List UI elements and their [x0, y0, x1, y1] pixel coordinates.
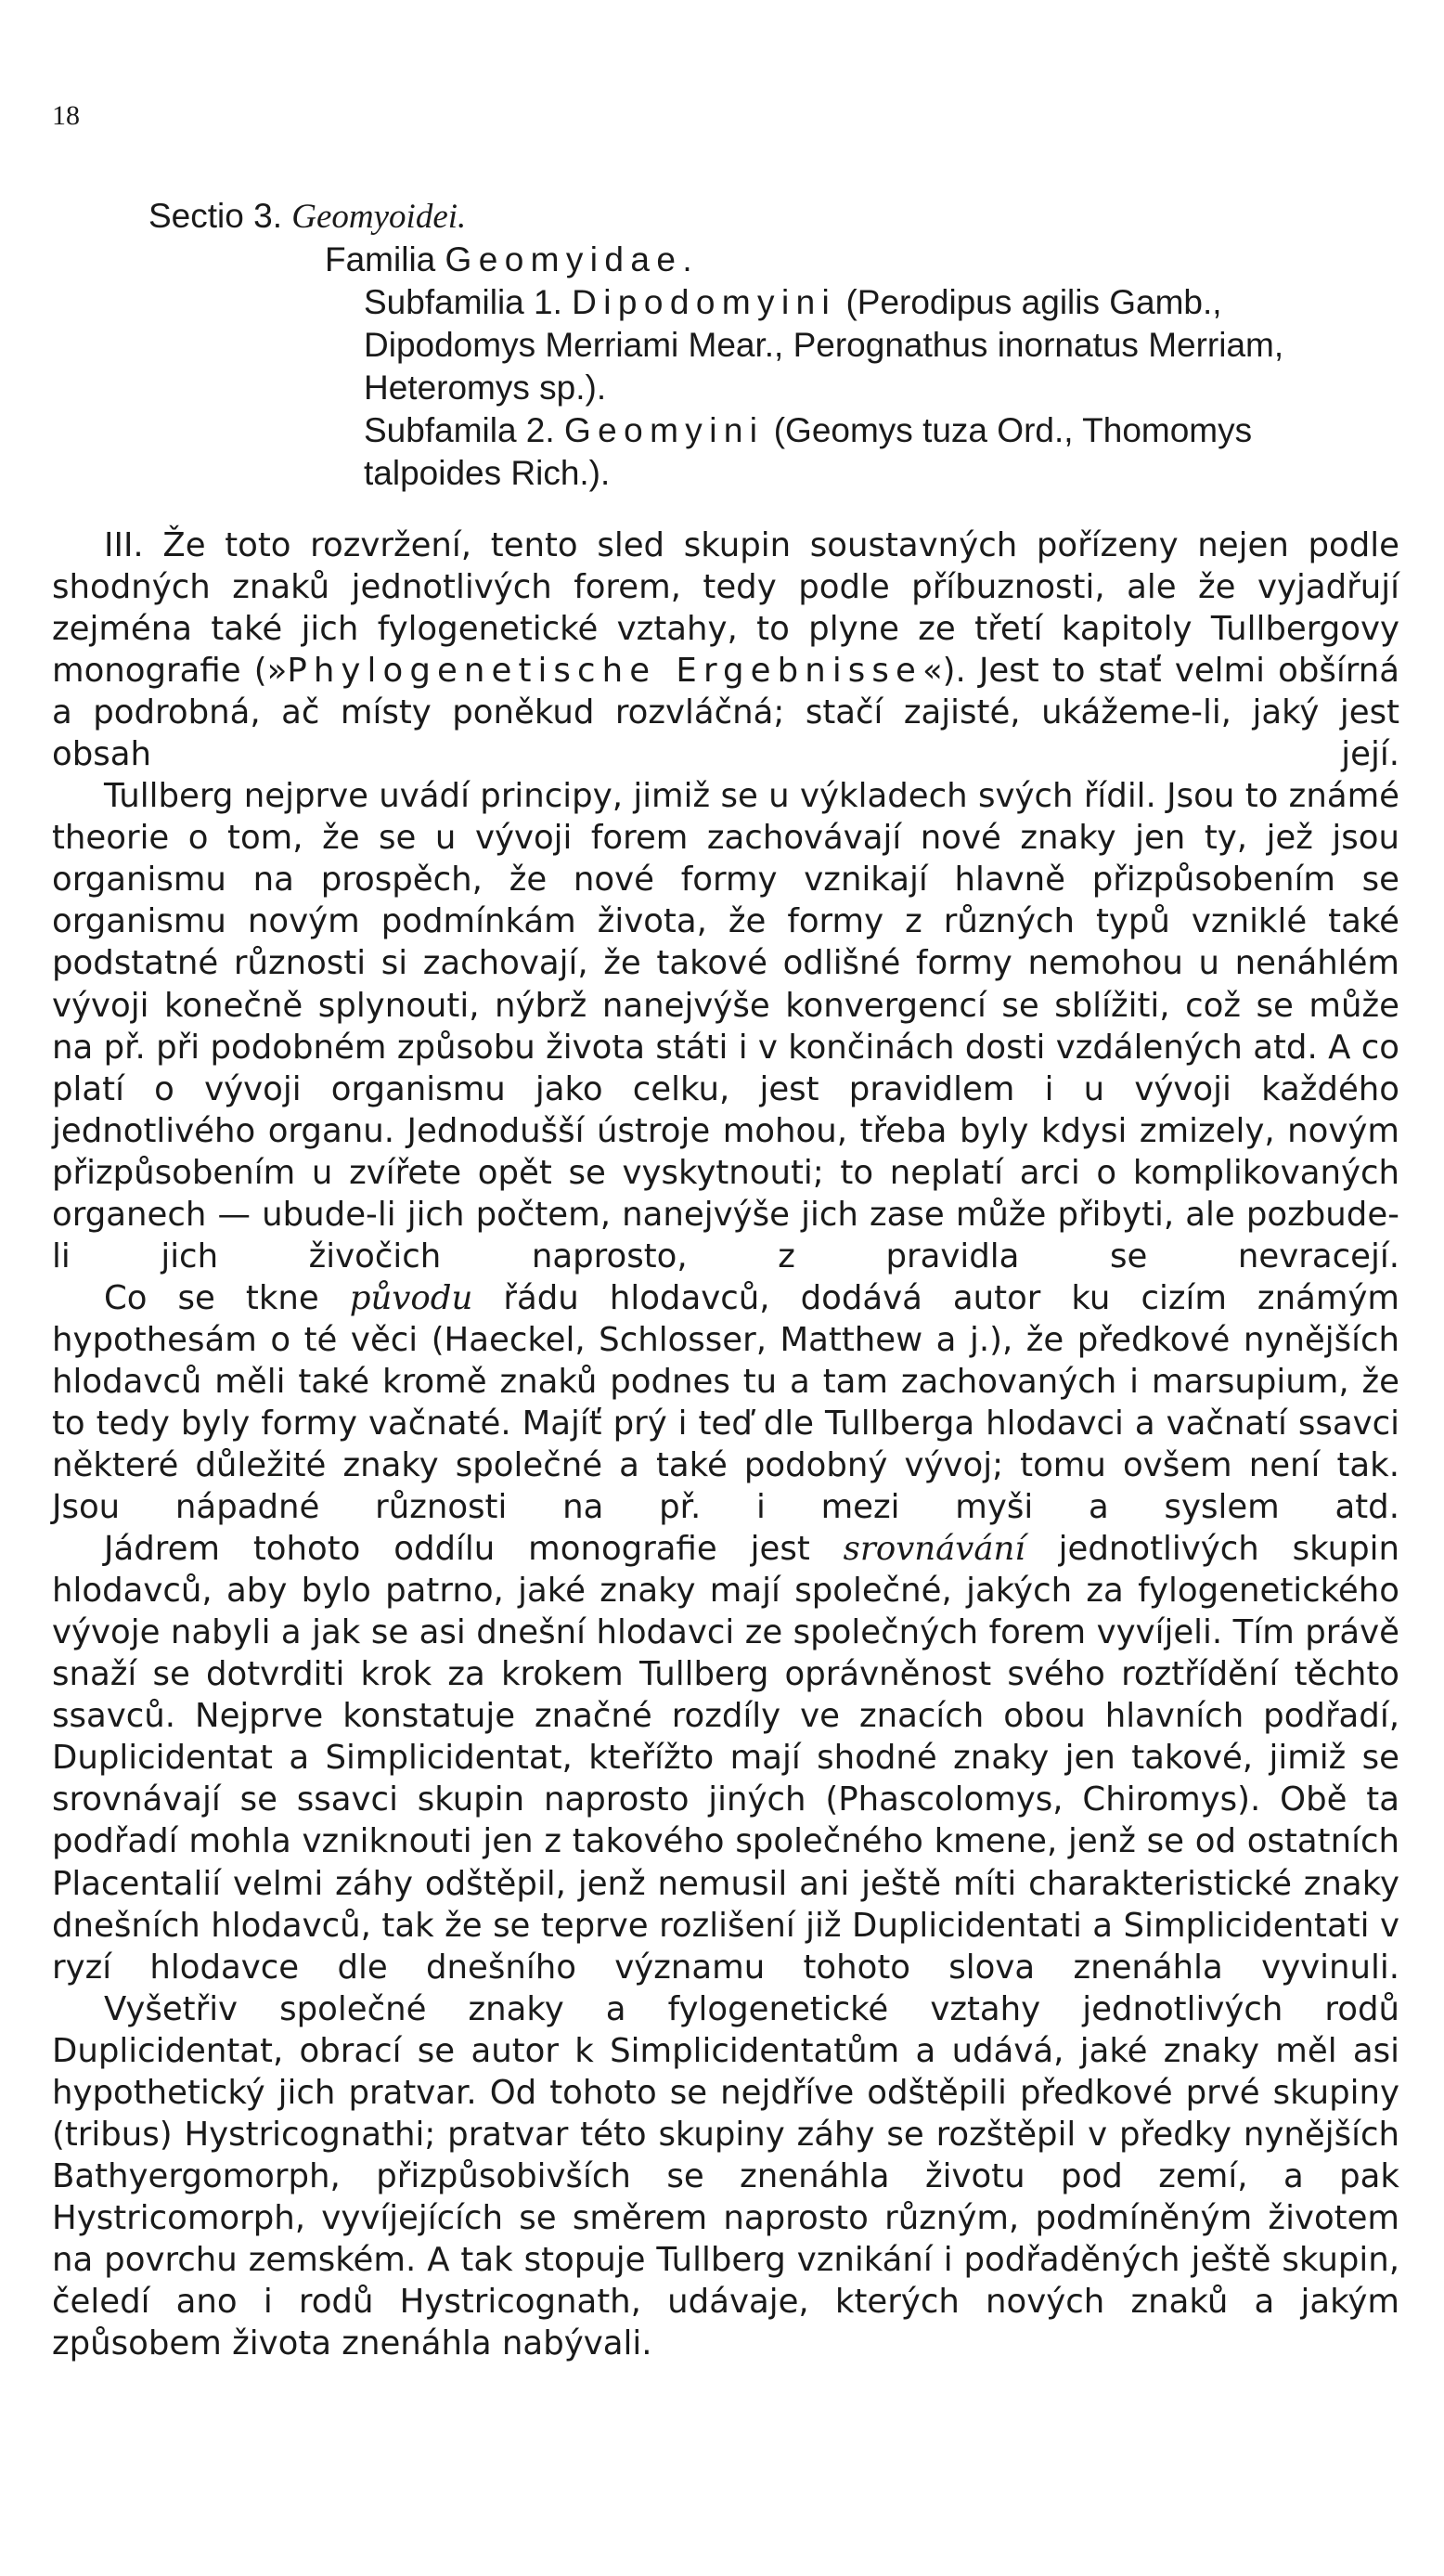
- paragraph-1-spaced-title: Phylogenetische Ergebnisse: [287, 652, 922, 691]
- paragraph-4: [52, 1528, 1399, 1988]
- subfamilia-1-name: Dipodomyini: [572, 283, 837, 321]
- sectio-label: Sectio 3.: [148, 197, 292, 235]
- subfamilia-2-line: [148, 409, 1401, 452]
- subfamilia-2-line-2: talpoides Rich.).: [364, 454, 611, 492]
- familia-line: [148, 239, 1401, 281]
- subfamilia-1-label: Subfamilia 1.: [364, 283, 573, 321]
- page-number: 18: [52, 100, 80, 131]
- subfamilia-1-line-2: Dipodomys Merriami Mear., Perognathus inornatus Merriam,: [364, 326, 1284, 364]
- sectio-name: Geomyoidei.: [291, 198, 467, 236]
- paragraph-3-text-b: řádu hlodavců, dodává autor ku cizím známým hypothesám o té věci (Haeckel, Schlosser, Matthew a j.), že předkové nynějších hlodavců měli také kromě znaků podnes tu a tam zachovaných i marsupium, že to tedy byly formy vačnaté. Majíť prý i teď dle Tullberga hlodavci a vačnatí ssavci některé důležité znaky společné a také podobný vývoj; tomu ovšem není tak. Jsou nápadné různosti na př. i mezi myši a syslem atd.: [52, 1278, 1399, 1527]
- sectio-line: [148, 195, 1401, 239]
- paragraph-4-text-b: jednotlivých skupin hlodavců, aby bylo patrno, jaké znaky mají společné, jakých za fylogenetického vývoje nabyli a jak se asi dnešní hlodavci ze společných forem vyvíjeli. Tím právě snaží se dotvrditi krok za krokem Tullberg oprávněnost svého roztřídění těchto ssavců. Nejprve konstatuje značné rozdíly ve znacích obou hlavních podřadí, Duplicidentat a Simplicidentat, kteřížto mají shodné znaky jen takové, jimiž se srovnávají se ssavci skupin naprosto jiných (Phascolomys, Chiromys). Obě ta podřadí mohla vzniknouti jen z takového společného kmene, jenž se od ostatních Placentalií velmi záhy odštěpil, jenž nemusil ani ještě míti charakteristické znaky dnešních hlodavců, tak že se teprve rozlišení již Duplicidentati a Simplicidentati v ryzí hlodavce dle dnešního významu tohoto slova znenáhla vyvinuli.: [52, 1530, 1399, 1987]
- paragraph-1-text-a: III. Že toto rozvržení, tento sled skupin soustavných pořízeny nejen podle shodných znaků jednotlivých forem, tedy podle příbuznosti, ale že vyjadřují zejména také jich fylogenetické vztahy, to plyne ze třetí kapitoly Tullbergovy monografie (»: [52, 526, 1399, 691]
- subfamilia-1-species: (Perodipus agilis Gamb.,: [836, 283, 1222, 321]
- paragraph-4-text-a: Jádrem tohoto oddílu monografie jest: [104, 1530, 844, 1569]
- paragraph-3: [52, 1277, 1399, 1528]
- subfamilia-1-line-3: Heteromys sp.).: [364, 369, 607, 407]
- paragraph-5: Vyšetřiv společné znaky a fylogenetické vztahy jednotlivých rodů Duplicidentat, obrací se autor k Simplicidentatům a udává, jaké znaky měl asi hypothetický jich pratvar. Od tohoto se nejdříve odštěpili předkové prvé skupiny (tribus) Hystricognathi; pratvar této skupiny záhy se rozštěpil v předky nynějších Bathyergomorph, přizpůsobivších se znenáhla životu pod zemí, a pak Hystricomorph, vyvíjejících se směrem naprosto různým, podmíněným životem na povrchu zemském. A tak stopuje Tullberg vznikání i podřaděných ještě skupin, čeledí ano i rodů Hystricognath, udávaje, kterých nových znaků a jakým způsobem života znenáhla nabývali.: [52, 1989, 1399, 2363]
- paragraph-4-emphasis: srovnávání: [843, 1530, 1025, 1569]
- body-text: [52, 524, 1399, 2364]
- paragraph-1-text-b: «). Jest to stať velmi obšírná a podrobná, ač místy poněkud rozvláčná; stačí zajisté, ukážeme-li, jaký jest obsah její.: [52, 652, 1399, 774]
- paragraph-1: [52, 524, 1399, 775]
- paragraph-2: Tullberg nejprve uvádí principy, jimiž se u výkladech svých řídil. Jsou to známé theorie o tom, že se u vývoji forem zachovávají nové znaky jen ty, jež jsou organismu na prospěch, že nové formy vznikají hlavně přizpůsobením se organismu novým podmínkám života, že formy z různých typů vzniklé také podstatné různosti si zachovají, že takové odlišné formy nemohou u nenáhlém vývoji konečně splynouti, nýbrž nanejvýše konvergencí se sblížiti, což se může na př. při podobném způsobu života státi i v končinách dosti vzdálených atd. A co platí o vývoji organismu jako celku, jest pravidlem i u vývoji každého jednotlivého organu. Jednodušší ústroje mohou, třeba byly kdysi zmizely, novým přizpůsobením u zvířete opět se vyskytnouti; to neplatí arci o komplikovaných organech — ubude-li jich počtem, nanejvýše jich zase může přibyti, ale pozbude-li jich živočich naprosto, z pravidla se nevracejí.: [52, 777, 1399, 1275]
- paragraph-3-emphasis: původu: [349, 1278, 473, 1317]
- subfamilia-1-line: [148, 281, 1401, 324]
- familia-label: Familia: [325, 240, 445, 278]
- familia-name: Geomyidae.: [445, 240, 700, 278]
- paragraph-3-text-a: Co se tkne: [104, 1278, 350, 1317]
- classification-header: [148, 195, 1401, 495]
- subfamilia-2-label: Subfamila 2.: [364, 411, 564, 449]
- subfamilia-2-species: (Geomys tuza Ord., Thomomys: [764, 411, 1253, 449]
- subfamilia-2-name: Geomyini: [563, 411, 765, 449]
